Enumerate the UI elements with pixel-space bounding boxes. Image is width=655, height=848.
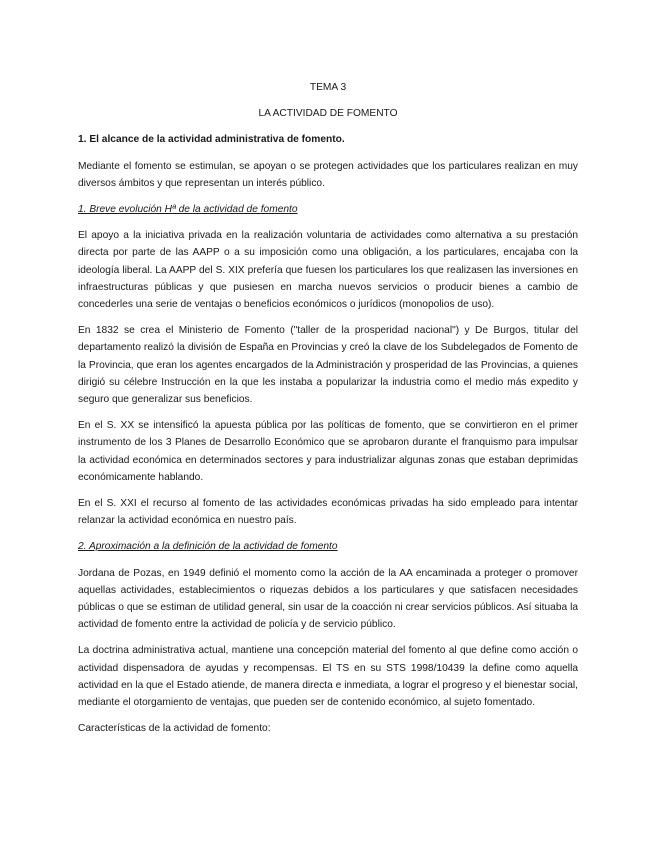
document-title: TEMA 3 bbox=[309, 82, 347, 93]
paragraph-siglo-xxi: En el S. XXI el recurso al fomento de las actividades económicas privadas ha sido empleado para intentar relanzar la actividad económica en nuestro país. bbox=[78, 498, 578, 527]
document-body bbox=[78, 79, 578, 738]
subheading-evolucion: 1. Breve evolución Hª de la actividad de fomento bbox=[78, 204, 298, 216]
paragraph-apoyo-iniciativa: El apoyo a la iniciativa privada en la realización voluntaria de actividades como alternativa a su prestación directa por parte de las AAPP o a su imposición como una obligación, a los particulares, encajaba con la ideología liberal. La AAPP del S. XIX prefería que fuesen los particulares los que realizasen las inversiones en infraestructuras públicas y que pusiesen en marcha nuevos servicios o producir bienes a cambio de concederles una serie de ventajas o beneficios económicos o jurídicos (monopolios de uso). bbox=[78, 230, 578, 311]
paragraph-jordana-pozas: Jordana de Pozas, en 1949 definió el momento como la acción de la AA encaminada a proteger o promover aquellas actividades, establecimientos o riquezas debidos a los particulares y que satisfacen necesidades públicas o que se estiman de utilidad general, sin usar de la coacción ni crear servicios públicos. Así situaba la actividad de fomento entre la actividad de policía y de servicio público. bbox=[78, 567, 578, 631]
section-heading-alcance: 1. El alcance de la actividad administrativa de fomento. bbox=[78, 134, 345, 146]
paragraph-doctrina-actual: La doctrina administrativa actual, mantiene una concepción material del fomento al que define como acción o actividad dispensadora de ayudas y recompensas. El TS en su STS 1998/10439 la define como aquella actividad en la que el Estado atiende, de manera directa e inmediata, a lograr el progreso y el bienestar social, mediante el otorgamiento de ventajas, que pueden ser de contenido económico, al sujeto fomentado. bbox=[78, 645, 578, 709]
paragraph-ministerio-fomento: En 1832 se crea el Ministerio de Fomento ("taller de la prosperidad nacional") y De Burgos, titular del departamento realizó la división de España en Provincias y creó la clave de los Subdelegados de Fomento de la Provincia, que eran los agentes encargados de la Administración y prosperidad de las Provincias, a quienes dirigió su célebre Instrucción en la que les instaba a popularizar la industria como el medio más expedito y seguro que generalizar sus beneficios. bbox=[78, 325, 578, 406]
document-subtitle: LA ACTIVIDAD DE FOMENTO bbox=[258, 108, 398, 120]
intro-paragraph: Mediante el fomento se estimulan, se apoyan o se protegen actividades que los particulares realizan en muy diversos ámbitos y que representan un interés público. bbox=[78, 160, 578, 189]
subheading-aproximacion: 2. Aproximación a la definición de la actividad de fomento bbox=[78, 541, 338, 553]
paragraph-siglo-xx: En el S. XX se intensificó la apuesta pública por las políticas de fomento, que se convirtieron en el primer instrumento de los 3 Planes de Desarrollo Económico que se aprobaron durante el franquismo para impulsar la actividad económica en determinados sectores y para industrializar algunas zonas que estaban deprimidas económicamente hablando. bbox=[78, 420, 578, 483]
paragraph-caracteristicas: Características de la actividad de fomento: bbox=[78, 723, 271, 735]
